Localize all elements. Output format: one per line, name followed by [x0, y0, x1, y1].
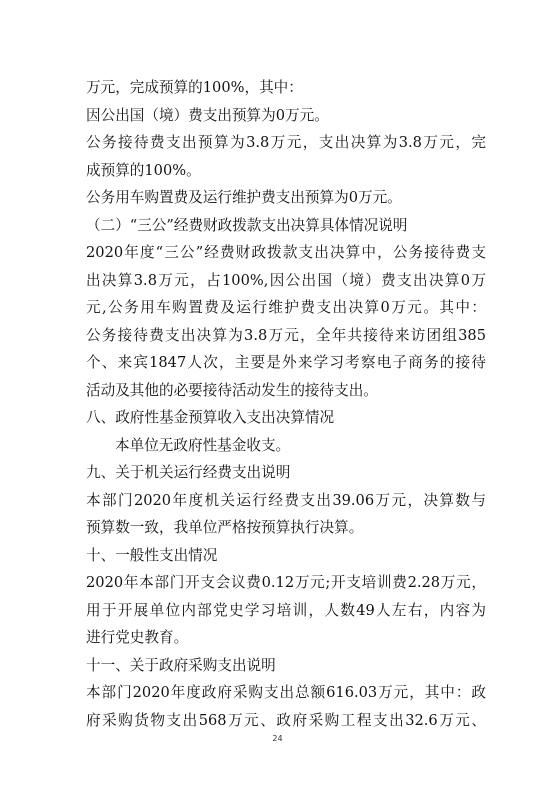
paragraph-line: 本部门2020年度政府采购支出总额616.03万元，其中：政: [86, 684, 486, 701]
section-heading: 十一、关于政府采购支出说明: [86, 656, 276, 674]
paragraph-line: 公务用车购置费及运行维护费支出预算为0万元。: [86, 189, 402, 206]
paragraph-line: 2020年本部门开支会议费0.12万元;开支培训费2.28万元，: [86, 574, 486, 591]
paragraph-line: 个、来宾1847人次，主要是外来学习考察电子商务的接待: [86, 354, 486, 371]
paragraph-line: 公务接待费支出预算为3.8万元，支出决算为3.8万元，完: [86, 134, 486, 151]
section-heading: 十、一般性支出情况: [86, 546, 218, 564]
paragraph-line: 进行党史教育。: [86, 629, 189, 646]
paragraph-line: 出决算3.8万元，占100%,因公出国（境）费支出决算0万: [86, 271, 486, 289]
paragraph-line: 因公出国（境）费支出预算为0万元。: [86, 106, 329, 124]
paragraph-line: 本部门2020年度机关运行经费支出39.06万元，决算数与: [86, 491, 486, 509]
paragraph-line: 本单位无政府性基金收支。: [115, 436, 291, 454]
paragraph-line: 公务接待费支出决算为3.8万元，全年共接待来访团组385: [86, 326, 486, 344]
section-heading: （二）“三公”经费财政拨款支出决算具体情况说明: [86, 216, 408, 234]
paragraph-line: 成预算的100%。: [86, 161, 201, 179]
paragraph-line: 元,公务用车购置费及运行维护费支出决算0万元。其中：: [86, 299, 486, 316]
paragraph-line: 预算数一致，我单位严格按预算执行决算。: [86, 519, 364, 536]
paragraph-line: 用于开展单位内部党史学习培训，人数49人左右，内容为: [86, 601, 486, 619]
body-text: [86, 74, 486, 734]
section-heading: 八、政府性基金预算收入支出决算情况: [86, 409, 335, 426]
paragraph-line: 府采购货物支出568万元、政府采购工程支出32.6万元、: [86, 711, 486, 729]
paragraph-line: 2020年度“三公”经费财政拨款支出决算中，公务接待费支: [86, 244, 486, 261]
section-heading: 九、关于机关运行经费支出说明: [86, 464, 291, 481]
paragraph-line: 万元，完成预算的100%，其中：: [86, 79, 303, 96]
page-number: 24: [272, 734, 283, 743]
paragraph-line: 活动及其他的必要接待活动发生的接待支出。: [86, 381, 378, 399]
